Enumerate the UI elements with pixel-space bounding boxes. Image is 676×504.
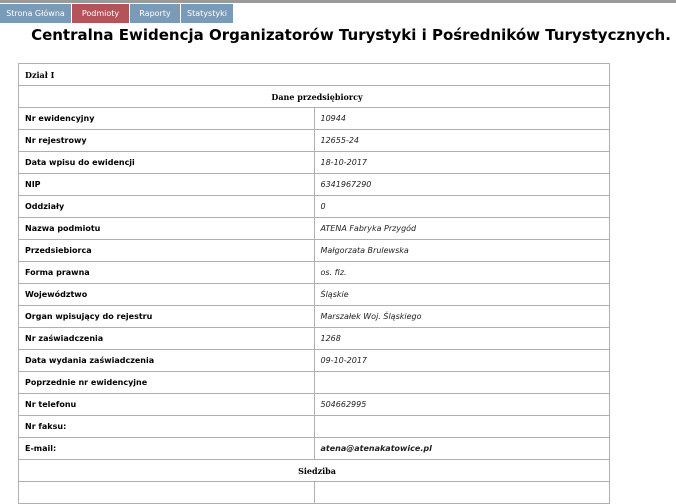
table-row bbox=[19, 328, 610, 350]
table-row bbox=[19, 174, 610, 196]
tab-statystyki[interactable]: Statystyki bbox=[181, 4, 234, 23]
row-label bbox=[19, 482, 315, 504]
row-label: Przedsiebiorca bbox=[19, 240, 315, 262]
row-label: Oddziały bbox=[19, 196, 315, 218]
row-value: Małgorzata Brulewska bbox=[314, 240, 610, 262]
main-nav bbox=[0, 4, 234, 23]
row-value: 12655-24 bbox=[314, 130, 610, 152]
row-value: 6341967290 bbox=[314, 174, 610, 196]
top-border bbox=[0, 0, 676, 3]
row-label: Forma prawna bbox=[19, 262, 315, 284]
row-value: 504662995 bbox=[314, 394, 610, 416]
row-value: 10944 bbox=[314, 108, 610, 130]
section-label: Dział I bbox=[19, 64, 610, 86]
email-value[interactable]: atena@atenakatowice.pl bbox=[314, 438, 610, 460]
table-row bbox=[19, 152, 610, 174]
table-row bbox=[19, 240, 610, 262]
row-label: Poprzednie nr ewidencyjne bbox=[19, 372, 315, 394]
row-value: Śląskie bbox=[314, 284, 610, 306]
row-label: Województwo bbox=[19, 284, 315, 306]
table-row bbox=[19, 130, 610, 152]
row-label: Nr faksu: bbox=[19, 416, 315, 438]
row-value: 09-10-2017 bbox=[314, 350, 610, 372]
table-row bbox=[19, 482, 610, 504]
row-label: Nr rejestrowy bbox=[19, 130, 315, 152]
row-label: E-mail: bbox=[19, 438, 315, 460]
row-label: Nazwa podmiotu bbox=[19, 218, 315, 240]
tab-strona-glowna[interactable]: Strona Główna bbox=[0, 4, 72, 23]
table-row bbox=[19, 306, 610, 328]
row-value: os. fiz. bbox=[314, 262, 610, 284]
siedziba-heading: Siedziba bbox=[19, 460, 610, 482]
table-row bbox=[19, 350, 610, 372]
dane-przedsiebiorcy-heading: Dane przedsiębiorcy bbox=[19, 86, 610, 108]
tab-podmioty[interactable]: Podmioty bbox=[72, 4, 130, 23]
table-row bbox=[19, 284, 610, 306]
register-table bbox=[18, 63, 610, 504]
row-label: NIP bbox=[19, 174, 315, 196]
tab-raporty[interactable]: Raporty bbox=[130, 4, 181, 23]
row-label: Nr zaświadczenia bbox=[19, 328, 315, 350]
row-value bbox=[314, 482, 610, 504]
row-value: ATENA Fabryka Przygód bbox=[314, 218, 610, 240]
row-value bbox=[314, 372, 610, 394]
row-label: Nr telefonu bbox=[19, 394, 315, 416]
table-row bbox=[19, 262, 610, 284]
table-row bbox=[19, 108, 610, 130]
row-value: 1268 bbox=[314, 328, 610, 350]
row-value: 18-10-2017 bbox=[314, 152, 610, 174]
page-title: Centralna Ewidencja Organizatorów Turystyki i Pośredników Turystycznych. bbox=[31, 26, 671, 44]
table-row bbox=[19, 416, 610, 438]
row-label: Data wpisu do ewidencji bbox=[19, 152, 315, 174]
table-row bbox=[19, 438, 610, 460]
row-value: Marszałek Woj. Śląskiego bbox=[314, 306, 610, 328]
table-row bbox=[19, 218, 610, 240]
row-label: Organ wpisujący do rejestru bbox=[19, 306, 315, 328]
table-row bbox=[19, 372, 610, 394]
table-row bbox=[19, 196, 610, 218]
row-value bbox=[314, 416, 610, 438]
row-label: Nr ewidencyjny bbox=[19, 108, 315, 130]
table-row bbox=[19, 394, 610, 416]
row-label: Data wydania zaświadczenia bbox=[19, 350, 315, 372]
row-value: 0 bbox=[314, 196, 610, 218]
